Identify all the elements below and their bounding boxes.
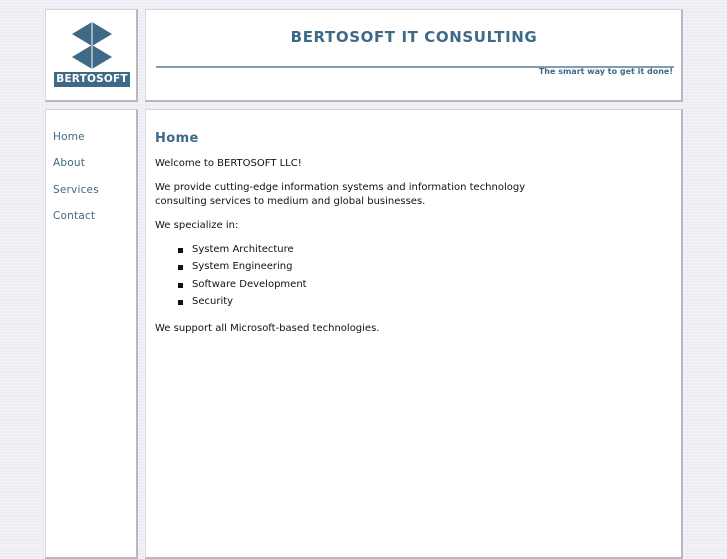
specialize-label: We specialize in: — [155, 220, 239, 231]
company-logo[interactable] — [54, 21, 130, 87]
nav-link-about[interactable]: About — [53, 157, 86, 170]
nav-link-contact[interactable]: Contact — [53, 209, 96, 222]
header-panel — [145, 9, 683, 102]
page-title: Home — [155, 131, 199, 146]
nav-item-about — [53, 151, 99, 177]
list-item — [178, 243, 655, 260]
nav-item-services — [53, 178, 99, 204]
specialties-list — [155, 243, 655, 312]
list-item — [178, 260, 655, 277]
square-bullet-icon — [178, 300, 183, 305]
logo-wordmark: BERTOSOFT — [54, 72, 130, 87]
square-bullet-icon — [178, 283, 183, 288]
tagline: The smart way to get it done! — [538, 67, 673, 76]
nav-link-services[interactable]: Services — [53, 183, 99, 196]
support-text: We support all Microsoft-based technologies. — [155, 323, 380, 335]
intro-text: We provide cutting-edge information systems and information technology consulting services to medium and global businesses. — [155, 182, 526, 207]
square-bullet-icon — [178, 265, 183, 270]
main-content — [155, 130, 655, 346]
diamond-logo-icon — [54, 21, 130, 71]
list-item-label: Security — [192, 295, 234, 307]
main-content-panel — [145, 109, 683, 559]
nav-item-home — [53, 125, 99, 151]
sidebar-nav-panel — [45, 109, 138, 559]
list-item-label: System Architecture — [192, 244, 294, 255]
nav-link-home[interactable]: Home — [53, 131, 85, 143]
welcome-text: Welcome to BERTOSOFT LLC! — [155, 158, 302, 169]
list-item — [178, 295, 655, 312]
logo-panel — [45, 9, 138, 102]
nav-item-contact — [53, 204, 99, 230]
list-item-label: Software Development — [192, 278, 307, 290]
list-item-label: System Engineering — [192, 261, 293, 273]
site-title: BERTOSOFT IT CONSULTING — [290, 28, 538, 46]
square-bullet-icon — [178, 248, 183, 253]
list-item — [178, 278, 655, 295]
sidebar-nav — [53, 125, 99, 230]
